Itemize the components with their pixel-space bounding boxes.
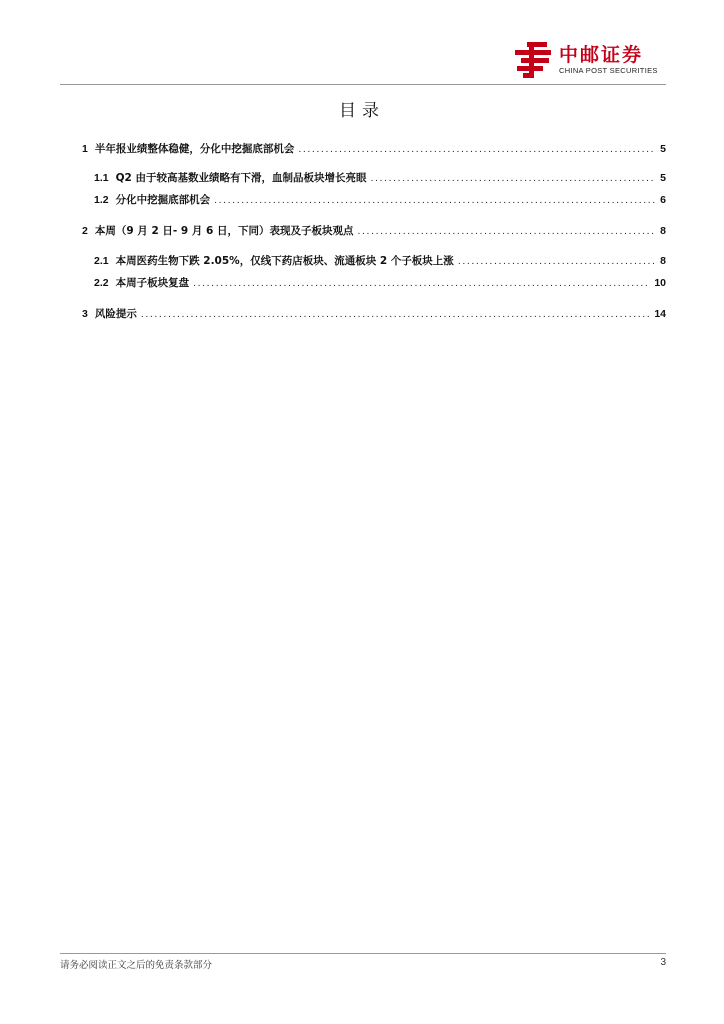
toc-dot-leader bbox=[458, 255, 656, 267]
logo-chinese-name: 中邮证券 bbox=[559, 44, 644, 66]
toc-entry-page: 6 bbox=[660, 194, 666, 206]
toc-dot-leader bbox=[141, 308, 650, 320]
toc-entry-1[interactable] bbox=[82, 141, 666, 157]
toc-entry-number: 2.1 bbox=[94, 255, 109, 267]
toc-dot-leader bbox=[298, 143, 656, 155]
toc-entry-label: Q2 由于较高基数业绩略有下滑，血制品板块增长亮眼 bbox=[115, 172, 367, 184]
toc-dot-leader bbox=[214, 194, 656, 206]
toc-entry-2[interactable] bbox=[82, 223, 666, 239]
toc-dot-leader bbox=[371, 172, 657, 184]
toc-entry-page: 10 bbox=[654, 277, 666, 289]
footer-divider bbox=[60, 953, 666, 954]
toc-entry-page: 8 bbox=[660, 225, 666, 237]
toc-entry-1-1[interactable] bbox=[94, 170, 666, 186]
toc-entry-2-2[interactable] bbox=[94, 275, 666, 291]
toc-dot-leader bbox=[358, 225, 657, 237]
toc-entry-number: 1.1 bbox=[94, 172, 109, 184]
toc-entry-label: 本周医药生物下跌 2.05%，仅线下药店板块、流通板块 2 个子板块上涨 bbox=[115, 255, 454, 267]
toc-entry-label: 本周子板块复盘 bbox=[115, 277, 190, 289]
toc-entry-page: 5 bbox=[660, 143, 666, 155]
toc-entry-1-2[interactable] bbox=[94, 192, 666, 208]
toc-entry-label: 分化中挖掘底部机会 bbox=[115, 194, 211, 206]
toc-entry-label: 半年报业绩整体稳健，分化中挖掘底部机会 bbox=[94, 143, 295, 155]
toc-entry-number: 2 bbox=[82, 225, 88, 237]
header-divider bbox=[60, 84, 666, 85]
toc-entry-label: 风险提示 bbox=[94, 308, 137, 320]
toc-entry-number: 3 bbox=[82, 308, 88, 320]
company-logo bbox=[513, 40, 671, 80]
footer-disclaimer: 请务必阅读正文之后的免责条款部分 bbox=[60, 960, 213, 971]
toc-entry-page: 5 bbox=[660, 172, 666, 184]
logo-english-name: CHINA POST SECURITIES bbox=[559, 66, 658, 75]
page-number: 3 bbox=[660, 957, 666, 968]
toc-entry-page: 14 bbox=[654, 308, 666, 320]
china-post-logo-icon bbox=[513, 40, 553, 80]
toc-entry-2-1[interactable] bbox=[94, 253, 666, 269]
toc-entry-number: 1 bbox=[82, 143, 88, 155]
toc-entry-number: 1.2 bbox=[94, 194, 109, 206]
toc-entry-3[interactable] bbox=[82, 306, 666, 322]
toc-dot-leader bbox=[193, 277, 650, 289]
toc-entry-label: 本周（9 月 2 日- 9 月 6 日，下同）表现及子板块观点 bbox=[94, 225, 354, 237]
toc-entry-page: 8 bbox=[660, 255, 666, 267]
toc-entry-number: 2.2 bbox=[94, 277, 109, 289]
toc-title: 目录 bbox=[339, 101, 385, 121]
